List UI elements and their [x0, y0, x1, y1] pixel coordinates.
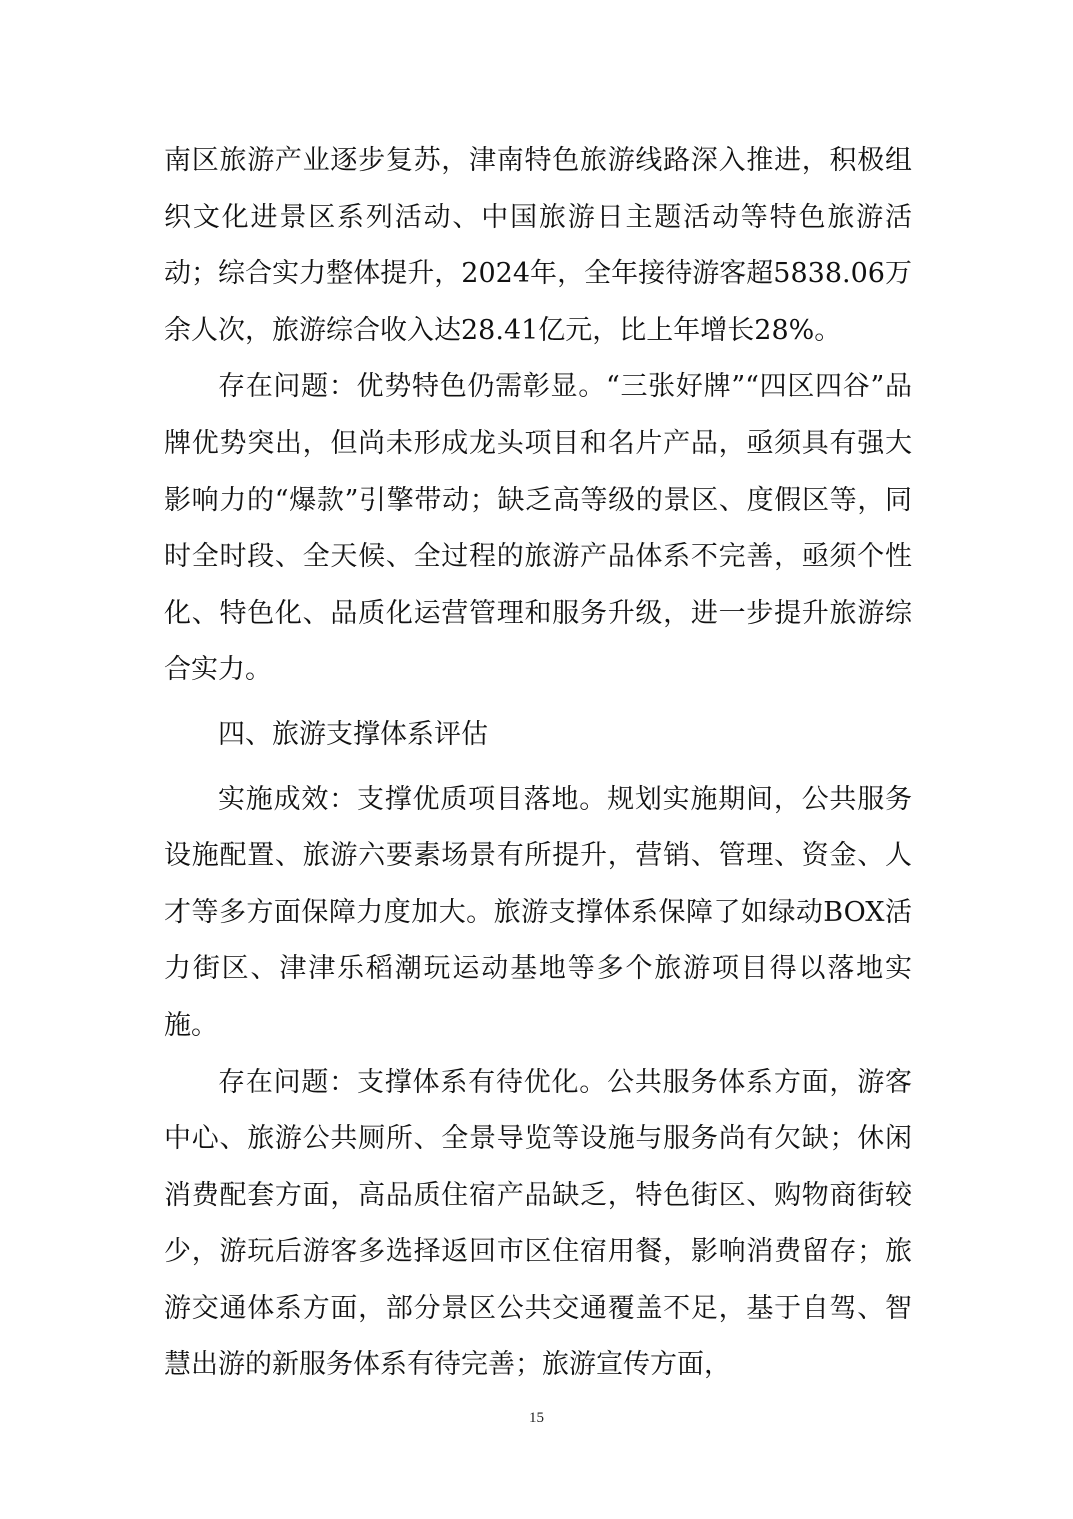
paragraph-problems-support: 存在问题：支撑体系有待优化。公共服务体系方面，游客中心、旅游公共厕所、全景导览等设施与服务尚有欠缺；休闲消费配套方面，高品质住宿产品缺乏，特色街区、购物商街较少，游玩后游客多选择返回市区住宿用餐，影响消费留存；旅游交通体系方面，部分景区公共交通覆盖不足，基于自驾、智慧出游的新服务体系有待完善；旅游宣传方面，: [164, 1066, 912, 1381]
body-text: [164, 133, 912, 1394]
paragraph-problems-features: 存在问题：优势特色仍需彰显。“三张好牌”“四区四谷”品牌优势突出，但尚未形成龙头项目和名片产品，亟须具有强大影响力的“爆款”引擎带动；缺乏高等级的景区、度假区等，同时全时段、全天候、全过程的旅游产品体系不完善，亟须个性化、特色化、品质化运营管理和服务升级，进一步提升旅游综合实力。: [164, 371, 912, 686]
page-number: 15: [529, 1410, 544, 1426]
paragraph-tourism-recovery: 南区旅游产业逐步复苏，津南特色旅游线路深入推进，积极组织文化进景区系列活动、中国旅游日主题活动等特色旅游活动；综合实力整体提升，2024年，全年接待游客超5838.06万余人次，旅游综合收入达28.41亿元，比上年增长28%。: [164, 145, 912, 346]
section-gap: [164, 699, 912, 707]
section-heading: 四、旅游支撑体系评估: [218, 718, 488, 750]
paragraph-implementation-results: 实施成效：支撑优质项目落地。规划实施期间，公共服务设施配置、旅游六要素场景有所提升，营销、管理、资金、人才等多方面保障力度加大。旅游支撑体系保障了如绿动BOX活力街区、津津乐稻潮玩运动基地等多个旅游项目得以落地实施。: [164, 783, 912, 1041]
section-gap: [164, 764, 912, 772]
